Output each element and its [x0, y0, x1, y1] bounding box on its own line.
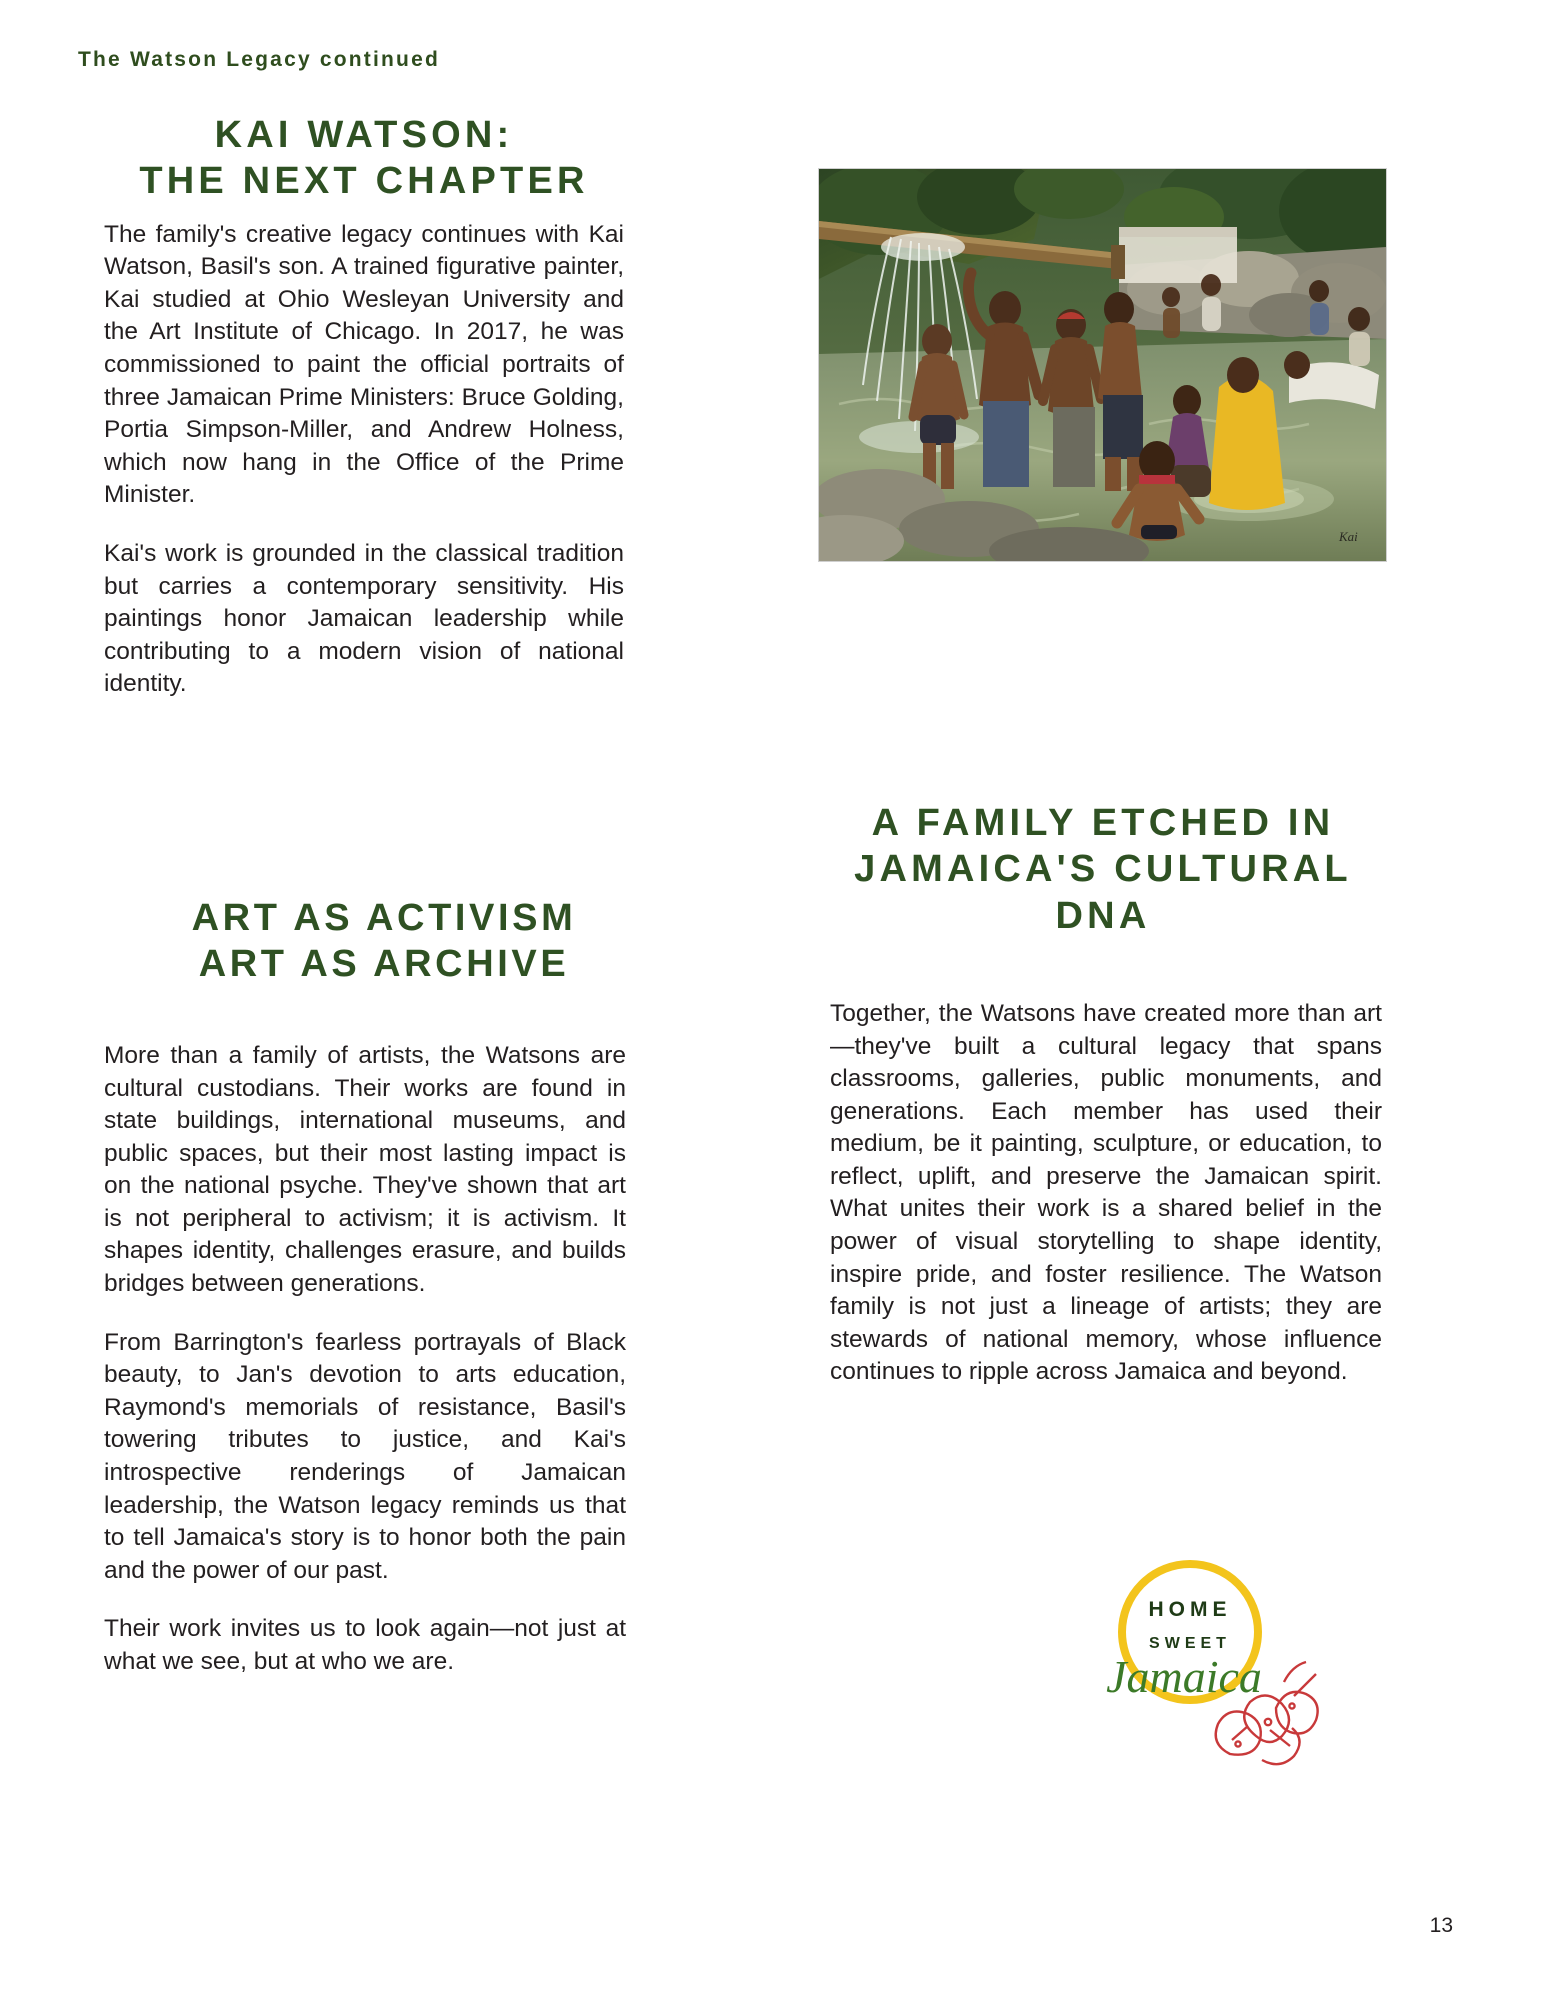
family-etched-heading-line-1: A FAMILY ETCHED IN	[871, 802, 1335, 844]
family-etched-heading-line-3: DNA	[1055, 894, 1151, 937]
family-etched-heading-block	[818, 800, 1388, 953]
home-sweet-jamaica-logo	[1080, 1540, 1320, 1780]
page-number: 13	[1429, 1914, 1453, 1937]
running-head: The Watson Legacy continued	[78, 48, 440, 71]
art-as-activism-heading-block	[104, 895, 664, 1002]
svg-text:Jamaica: Jamaica	[1106, 1651, 1262, 1702]
art-as-activism-paragraph-3: Their work invites us to look again—not just at what we see, but at who we are.	[104, 1615, 626, 1675]
artwork-image	[818, 168, 1387, 562]
kai-watson-heading-line-1: KAI WATSON:	[214, 114, 514, 156]
kai-watson-heading-line-2: THE NEXT CHAPTER	[139, 160, 589, 203]
kai-watson-paragraph-2: Kai's work is grounded in the classical tradition but carries a contemporary sensitivity. His paintings honor Jamaican leadership while contributing to a modern vision of national identity.	[104, 539, 624, 698]
artwork-illustration	[819, 169, 1386, 561]
art-as-activism-heading-line-1: ART AS ACTIVISM	[191, 897, 577, 939]
art-as-activism-heading	[104, 895, 664, 988]
art-as-activism-paragraph-2: From Barrington's fearless portrayals of Black beauty, to Jan's devotion to arts education, Raymond's memorials of resistance, Basil's towering tributes to justice, and Kai's introspective renderings of Jamaican leadership, the Watson legacy reminds us that to tell Jamaica's story is to honor both the pain and the power of our past.	[104, 1328, 626, 1584]
svg-text:SWEET: SWEET	[1149, 1635, 1231, 1652]
logo-illustration	[1080, 1540, 1320, 1780]
left-column	[104, 112, 624, 701]
kai-watson-heading	[104, 112, 624, 205]
art-as-activism-heading-line-2: ART AS ARCHIVE	[198, 943, 570, 986]
family-etched-heading-line-2: JAMAICA'S CULTURAL	[854, 848, 1352, 891]
family-etched-heading	[818, 800, 1388, 939]
family-etched-paragraph-1: Together, the Watsons have created more than art—they've built a cultural legacy that spans classrooms, galleries, public monuments, and generations. Each member has used their medium, be it painting, sculpture, or education, to reflect, uplift, and preserve the Jamaican spirit. What unites their work is a shared belief in the power of visual storytelling to shape identity, inspire pride, and foster resilience. The Watson family is not just a lineage of artists; they are stewards of national memory, whose influence continues to ripple across Jamaica and beyond.	[830, 1000, 1382, 1386]
art-as-activism-paragraph-1: More than a family of artists, the Watsons are cultural custodians. Their works are found in state buildings, international museums, and public spaces, but their most lasting impact is on the national psyche. They've shown that art is not peripheral to activism; it is activism. It shapes identity, challenges erasure, and builds bridges between generations.	[104, 1042, 626, 1298]
kai-watson-paragraph-1: The family's creative legacy continues with Kai Watson, Basil's son. A trained figurative painter, Kai studied at Ohio Wesleyan University and the Art Institute of Chicago. In 2017, he was commissioned to paint the official portraits of three Jamaican Prime Ministers: Bruce Golding, Portia Simpson-Miller, and Andrew Holness, which now hang in the Office of the Prime Minister.	[104, 220, 624, 509]
art-as-activism-body	[104, 1040, 626, 1678]
family-etched-body	[830, 998, 1382, 1389]
svg-text:Kai: Kai	[1339, 529, 1358, 544]
svg-text:HOME: HOME	[1148, 1598, 1232, 1621]
